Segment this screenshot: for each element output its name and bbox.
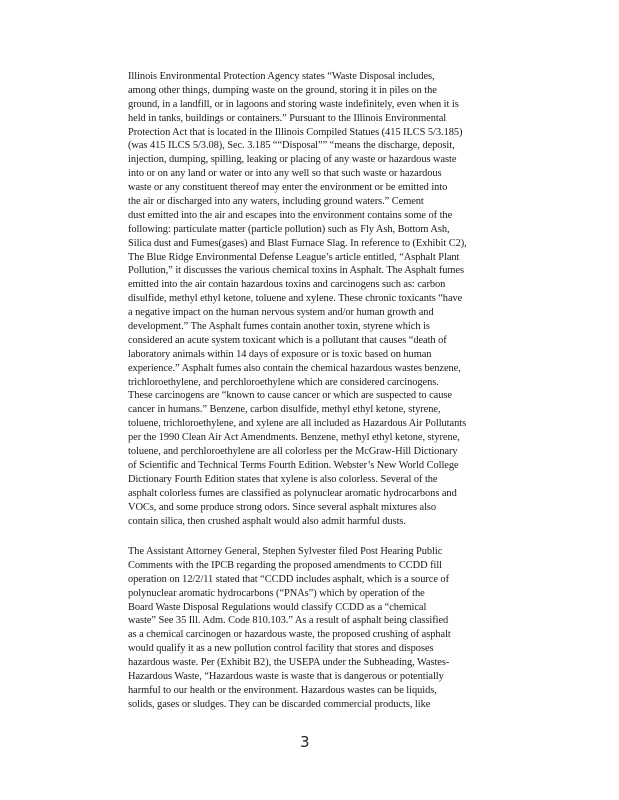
text-line: The Assistant Attorney General, Stephen Sylvester filed Post Hearing Public — [128, 546, 443, 557]
text-line: Dictionary Fourth Edition states that xylene is also colorless. Several of the — [128, 473, 438, 485]
text-line: waste or any constituent thereof may enter the environment or be emitted into — [128, 182, 448, 194]
text-line: following: particulate matter (particle pollution) such as Fly Ash, Bottom Ash, — [128, 223, 450, 235]
text-line: emitted into the air contain hazardous toxins and carcinogens such as: carbon — [128, 279, 446, 291]
text-line: polynuclear aromatic hydrocarbons (“PNAs”) which by operation of the — [128, 587, 425, 599]
text-line: held in tanks, buildings or containers.” Pursuant to the Illinois Environmental — [128, 112, 447, 124]
text-line: trichloroethylene, and perchloroethylene which are considered carcinogens. — [128, 376, 439, 388]
text-line: cancer in humans.” Benzene, carbon disulfide, methyl ethyl ketone, styrene, — [128, 404, 441, 416]
text-line: into or on any land or water or into any well so that such waste or hazardous — [128, 168, 442, 180]
text-line: Illinois Environmental Protection Agency states “Waste Disposal includes, — [128, 71, 435, 82]
text-line: contain silica, then crushed asphalt would also admit harmful dusts. — [128, 515, 406, 527]
text-line: development.” The Asphalt fumes contain another toxin, styrene which is — [128, 321, 430, 333]
text-line: The Blue Ridge Environmental Defense League’s article entitled, “Asphalt Plant — [128, 251, 460, 263]
paragraph-1 — [128, 70, 512, 528]
text-line: Protection Act that is located in the Illinois Compiled Statues (415 ILCS 5/3.185) — [128, 126, 463, 138]
text-line: Comments with the IPCB regarding the proposed amendments to CCDD fill — [128, 559, 443, 571]
text-line: (was 415 ILCS 5/3.08), Sec. 3.185 ““Disposal”” “means the discharge, deposit, — [128, 140, 455, 152]
text-line: considered an acute system toxicant which is a pollutant that causes “death of — [128, 334, 447, 346]
text-line: VOCs, and some produce strong odors. Since several asphalt mixtures also — [128, 501, 437, 513]
text-line: experience.” Asphalt fumes also contain the chemical hazardous wastes benzene, — [128, 362, 461, 374]
text-line: Silica dust and Fumes(gases) and Blast Furnace Slag. In reference to (Exhibit C2), — [128, 237, 467, 249]
text-line: of Scientific and Technical Terms Fourth Edition. Webster’s New World College — [128, 459, 459, 471]
text-line: Board Waste Disposal Regulations would classify CCDD as a “chemical — [128, 601, 427, 613]
text-line: laboratory animals within 14 days of exposure or is toxic based on human — [128, 348, 432, 360]
text-line: disulfide, methyl ethyl ketone, toluene and xylene. These chronic toxicants “have — [128, 293, 463, 305]
text-line: harmful to our health or the environment. Hazardous wastes can be liquids, — [128, 684, 437, 696]
text-line: would qualify it as a new pollution control facility that stores and disposes — [128, 643, 434, 655]
text-line: waste” See 35 Ill. Adm. Code 810.103.” As a result of asphalt being classified — [128, 615, 449, 627]
text-line: the air or discharged into any waters, including ground waters.” Cement — [128, 196, 424, 208]
text-line: injection, dumping, spilling, leaking or placing of any waste or hazardous waste — [128, 154, 457, 166]
text-line: toluene, and perchloroethylene are all colorless per the McGraw-Hill Dictionary — [128, 446, 458, 458]
paragraph-2 — [128, 545, 512, 712]
text-line: operation on 12/2/11 stated that “CCDD includes asphalt, which is a source of — [128, 573, 449, 585]
text-line: Pollution,” it discusses the various chemical toxins in Asphalt. The Asphalt fumes — [128, 265, 464, 277]
text-line: Hazardous Waste, “Hazardous waste is waste that is dangerous or potentially — [128, 671, 444, 683]
text-line: asphalt colorless fumes are classified as polynuclear aromatic hydrocarbons and — [128, 487, 457, 499]
text-line: per the 1990 Clean Air Act Amendments. Benzene, methyl ethyl ketone, styrene, — [128, 432, 460, 444]
text-line: These carcinogens are “known to cause cancer or which are suspected to cause — [128, 390, 452, 402]
text-line: a negative impact on the human nervous system and/or human growth and — [128, 307, 434, 319]
text-line: ground, in a landfill, or in lagoons and storing waste indefinitely, even when it is — [128, 98, 459, 110]
text-line: dust emitted into the air and escapes into the environment contains some of the — [128, 209, 453, 221]
text-line: among other things, dumping waste on the ground, storing it in piles on the — [128, 84, 437, 96]
text-line: toluene, trichloroethylene, and xylene are all included as Hazardous Air Pollutants — [128, 418, 467, 430]
text-line: solids, gases or sludges. They can be discarded commercial products, like — [128, 698, 431, 710]
page-number: 3 — [300, 733, 310, 751]
text-line: as a chemical carcinogen or hazardous waste, the proposed crushing of asphalt — [128, 629, 451, 641]
text-line: hazardous waste. Per (Exhibit B2), the USEPA under the Subheading, Wastes- — [128, 657, 450, 669]
